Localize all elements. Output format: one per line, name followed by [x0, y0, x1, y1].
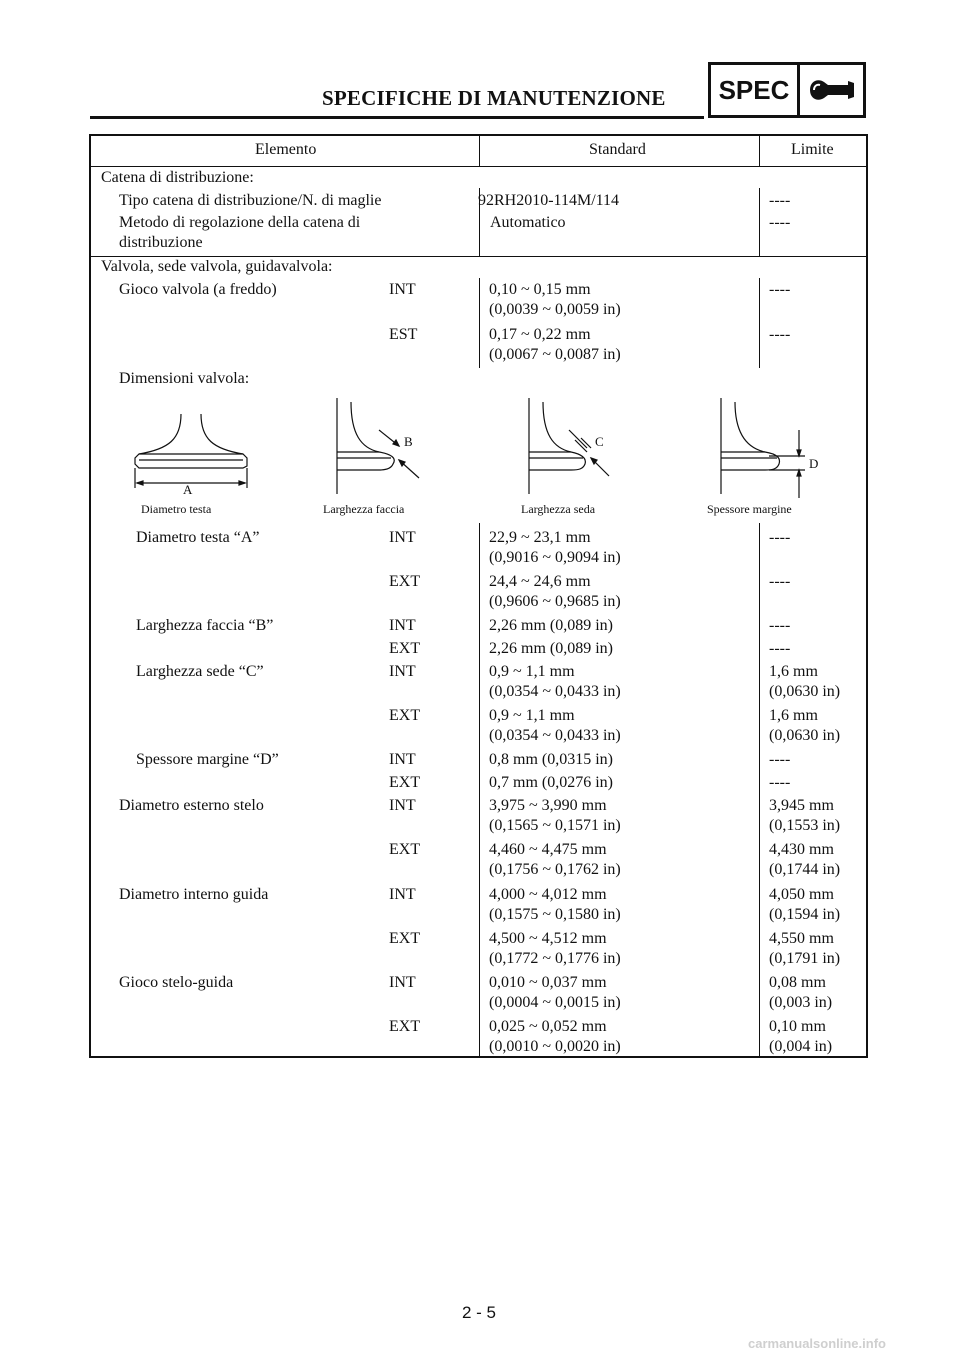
standard-value: (0,1772 ~ 0,1776 in) — [489, 950, 621, 967]
standard-value: 0,010 ~ 0,037 mm — [489, 974, 607, 991]
header-rule — [90, 116, 704, 119]
item-label: Diametro interno guida — [119, 886, 269, 903]
standard-value: (0,0354 ~ 0,0433 in) — [489, 727, 621, 744]
spec-table — [89, 134, 868, 1058]
standard-value: Automatico — [490, 214, 566, 231]
limit-value: 0,10 mm — [769, 1018, 826, 1035]
valve-type: EXT — [389, 1018, 421, 1035]
valve-type: INT — [389, 886, 416, 903]
limit-value: ---- — [769, 281, 791, 298]
limit-value: (0,0630 in) — [769, 683, 841, 700]
valve-dimensions-diagram — [129, 394, 849, 518]
section-heading: Valvola, sede valvola, guidavalvola: — [101, 258, 333, 275]
limit-value: (0,1594 in) — [769, 906, 841, 923]
col-divider — [479, 523, 480, 1058]
col-divider — [759, 188, 760, 256]
standard-value: 0,10 ~ 0,15 mm — [489, 281, 591, 298]
valve-type: INT — [389, 617, 416, 634]
limit-value: ---- — [769, 529, 791, 546]
valve-type: EXT — [389, 640, 421, 657]
valve-type: INT — [389, 529, 416, 546]
standard-value: 0,7 mm (0,0276 in) — [489, 774, 613, 791]
item-label: Tipo catena di distribuzione/N. di maglie — [119, 192, 382, 209]
standard-value: (0,1575 ~ 0,1580 in) — [489, 906, 621, 923]
limit-value: ---- — [769, 751, 791, 768]
limit-value: ---- — [769, 774, 791, 791]
standard-value: (0,9016 ~ 0,9094 in) — [489, 549, 621, 566]
caption-head-diameter: Diametro testa — [141, 502, 212, 516]
limit-value: (0,003 in) — [769, 994, 833, 1011]
spec-badge — [708, 62, 866, 118]
item-label: distribuzione — [119, 234, 203, 251]
standard-value: 2,26 mm (0,089 in) — [489, 640, 613, 657]
standard-value: 22,9 ~ 23,1 mm — [489, 529, 591, 546]
standard-value: (0,0039 ~ 0,0059 in) — [489, 301, 621, 318]
limit-value: ---- — [769, 326, 791, 343]
label-c: C — [595, 434, 604, 449]
item-label: Diametro testa “A” — [136, 529, 260, 546]
standard-value: 92RH2010-114M/114 — [478, 192, 620, 209]
limit-value: 4,050 mm — [769, 886, 834, 903]
caption-margin-thickness: Spessore margine — [707, 502, 792, 516]
valve-type: INT — [389, 797, 416, 814]
valve-type: INT — [389, 974, 416, 991]
standard-value: 4,460 ~ 4,475 mm — [489, 841, 607, 858]
standard-value: 4,500 ~ 4,512 mm — [489, 930, 607, 947]
valve-type: EST — [389, 326, 418, 343]
valve-type: EXT — [389, 841, 421, 858]
label-a: A — [183, 482, 193, 497]
limit-value: 3,945 mm — [769, 797, 834, 814]
limit-value: 1,6 mm — [769, 707, 818, 724]
col-divider — [759, 278, 760, 368]
standard-value: 0,9 ~ 1,1 mm — [489, 663, 575, 680]
item-label: Gioco stelo-guida — [119, 974, 234, 991]
limit-value: (0,004 in) — [769, 1038, 833, 1055]
limit-value: (0,1553 in) — [769, 817, 841, 834]
col-divider — [759, 136, 760, 166]
limit-value: 4,550 mm — [769, 930, 834, 947]
standard-value: (0,0010 ~ 0,0020 in) — [489, 1038, 621, 1055]
limit-value: 4,430 mm — [769, 841, 834, 858]
standard-value: 0,17 ~ 0,22 mm — [489, 326, 591, 343]
col-header-standard: Standard — [589, 141, 646, 158]
wrench-icon — [800, 65, 863, 115]
col-divider — [759, 523, 760, 1058]
item-label: Dimensioni valvola: — [119, 370, 250, 387]
limit-value: (0,1791 in) — [769, 950, 841, 967]
valve-type: EXT — [389, 707, 421, 724]
limit-value: (0,0630 in) — [769, 727, 841, 744]
standard-value: (0,0354 ~ 0,0433 in) — [489, 683, 621, 700]
standard-value: (0,0067 ~ 0,0087 in) — [489, 346, 621, 363]
item-label: Diametro esterno stelo — [119, 797, 264, 814]
standard-value: 24,4 ~ 24,6 mm — [489, 573, 591, 590]
limit-value: 1,6 mm — [769, 663, 818, 680]
limit-value: ---- — [769, 192, 791, 209]
valve-type: INT — [389, 281, 416, 298]
standard-value: (0,1756 ~ 0,1762 in) — [489, 861, 621, 878]
valve-type: INT — [389, 751, 416, 768]
standard-value: 3,975 ~ 3,990 mm — [489, 797, 607, 814]
page-number: 2 - 5 — [462, 1303, 497, 1322]
col-header-limite: Limite — [791, 141, 834, 158]
standard-value: 0,025 ~ 0,052 mm — [489, 1018, 607, 1035]
valve-type: EXT — [389, 774, 421, 791]
valve-type: INT — [389, 663, 416, 680]
item-label: Gioco valvola (a freddo) — [119, 281, 277, 298]
page-title: SPECIFICHE DI MANUTENZIONE — [322, 86, 666, 110]
standard-value: (0,1565 ~ 0,1571 in) — [489, 817, 621, 834]
section-heading: Catena di distribuzione: — [101, 169, 254, 186]
limit-value: 0,08 mm — [769, 974, 826, 991]
standard-value: 2,26 mm (0,089 in) — [489, 617, 613, 634]
limit-value: ---- — [769, 617, 791, 634]
limit-value: ---- — [769, 573, 791, 590]
col-header-elemento: Elemento — [255, 141, 317, 158]
standard-value: 0,9 ~ 1,1 mm — [489, 707, 575, 724]
col-divider — [479, 136, 480, 166]
limit-value: (0,1744 in) — [769, 861, 841, 878]
standard-value: 4,000 ~ 4,012 mm — [489, 886, 607, 903]
col-divider — [479, 278, 480, 368]
label-b: B — [404, 434, 413, 449]
standard-value: (0,0004 ~ 0,0015 in) — [489, 994, 621, 1011]
item-label: Larghezza faccia “B” — [136, 617, 274, 634]
spec-label: SPEC — [711, 65, 800, 115]
limit-value: ---- — [769, 214, 791, 231]
standard-value: (0,9606 ~ 0,9685 in) — [489, 593, 621, 610]
label-d: D — [809, 456, 819, 471]
item-label: Spessore margine “D” — [136, 751, 279, 768]
item-label: Larghezza sede “C” — [136, 663, 264, 680]
valve-type: EXT — [389, 573, 421, 590]
caption-seat-width: Larghezza seda — [521, 502, 596, 516]
caption-face-width: Larghezza faccia — [323, 502, 405, 516]
limit-value: ---- — [769, 640, 791, 657]
item-label: Metodo di regolazione della catena di — [119, 214, 361, 231]
watermark: carmanualsonline.info — [748, 1336, 886, 1351]
standard-value: 0,8 mm (0,0315 in) — [489, 751, 613, 768]
valve-type: EXT — [389, 930, 421, 947]
